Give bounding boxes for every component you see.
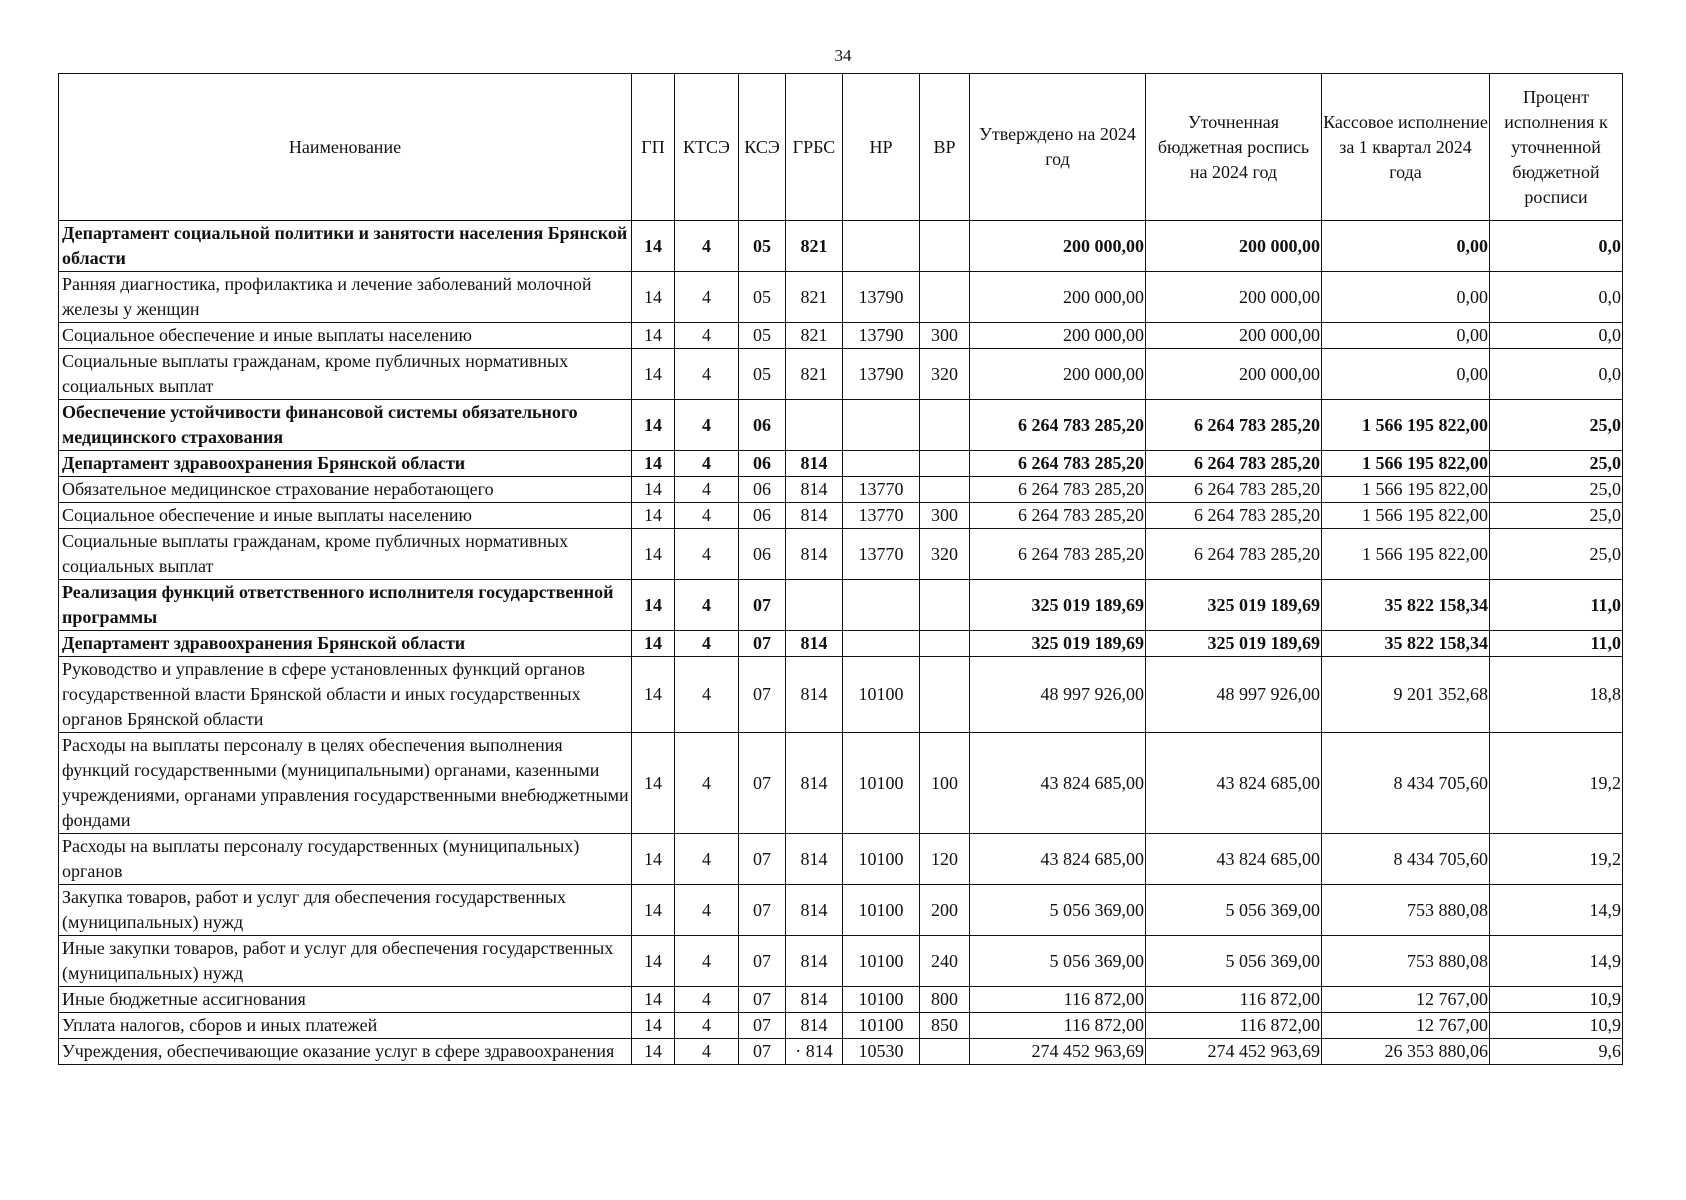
cell-gp: 14 bbox=[632, 349, 675, 400]
cell-vr: 100 bbox=[920, 733, 970, 834]
table-row bbox=[59, 834, 1623, 885]
header-name: Наименование bbox=[59, 74, 632, 221]
header-ktse: КТСЭ bbox=[675, 74, 739, 221]
cell-grbs: 814 bbox=[786, 529, 843, 580]
cell-percent: 0,0 bbox=[1490, 272, 1623, 323]
cell-cash: 1 566 195 822,00 bbox=[1322, 477, 1490, 503]
cell-refined: 274 452 963,69 bbox=[1146, 1039, 1322, 1065]
cell-gp: 14 bbox=[632, 834, 675, 885]
cell-name: Социальные выплаты гражданам, кроме публичных нормативных социальных выплат bbox=[59, 349, 632, 400]
cell-percent: 0,0 bbox=[1490, 349, 1623, 400]
cell-kse: 07 bbox=[739, 1039, 786, 1065]
cell-ktse: 4 bbox=[675, 1039, 739, 1065]
cell-cash: 8 434 705,60 bbox=[1322, 733, 1490, 834]
cell-approved: 200 000,00 bbox=[970, 323, 1146, 349]
cell-nr: 13790 bbox=[843, 272, 920, 323]
cell-grbs: 814 bbox=[786, 451, 843, 477]
cell-name: Учреждения, обеспечивающие оказание услуг в сфере здравоохранения bbox=[59, 1039, 632, 1065]
table-row bbox=[59, 272, 1623, 323]
cell-cash: 8 434 705,60 bbox=[1322, 834, 1490, 885]
table-row bbox=[59, 1013, 1623, 1039]
cell-nr: 10530 bbox=[843, 1039, 920, 1065]
cell-refined: 200 000,00 bbox=[1146, 349, 1322, 400]
cell-percent: 9,6 bbox=[1490, 1039, 1623, 1065]
cell-nr: 13790 bbox=[843, 349, 920, 400]
cell-name: Уплата налогов, сборов и иных платежей bbox=[59, 1013, 632, 1039]
cell-name: Социальное обеспечение и иные выплаты населению bbox=[59, 323, 632, 349]
cell-refined: 43 824 685,00 bbox=[1146, 834, 1322, 885]
cell-vr bbox=[920, 1039, 970, 1065]
cell-gp: 14 bbox=[632, 221, 675, 272]
cell-vr bbox=[920, 580, 970, 631]
table-row bbox=[59, 631, 1623, 657]
cell-ktse: 4 bbox=[675, 503, 739, 529]
table-row bbox=[59, 885, 1623, 936]
cell-gp: 14 bbox=[632, 451, 675, 477]
cell-name: Обязательное медицинское страхование неработающего bbox=[59, 477, 632, 503]
cell-kse: 05 bbox=[739, 221, 786, 272]
cell-cash: 12 767,00 bbox=[1322, 1013, 1490, 1039]
header-vr: ВР bbox=[920, 74, 970, 221]
cell-vr: 850 bbox=[920, 1013, 970, 1039]
cell-vr bbox=[920, 272, 970, 323]
cell-grbs: · 814 bbox=[786, 1039, 843, 1065]
header-nr: НР bbox=[843, 74, 920, 221]
cell-grbs bbox=[786, 400, 843, 451]
cell-refined: 200 000,00 bbox=[1146, 323, 1322, 349]
cell-name: Ранняя диагностика, профилактика и лечение заболеваний молочной железы у женщин bbox=[59, 272, 632, 323]
cell-nr: 10100 bbox=[843, 1013, 920, 1039]
cell-gp: 14 bbox=[632, 503, 675, 529]
cell-ktse: 4 bbox=[675, 834, 739, 885]
cell-vr bbox=[920, 221, 970, 272]
cell-gp: 14 bbox=[632, 1013, 675, 1039]
cell-cash: 9 201 352,68 bbox=[1322, 657, 1490, 733]
table-row bbox=[59, 477, 1623, 503]
cell-cash: 0,00 bbox=[1322, 272, 1490, 323]
cell-nr: 10100 bbox=[843, 733, 920, 834]
cell-kse: 07 bbox=[739, 733, 786, 834]
table-row bbox=[59, 657, 1623, 733]
cell-grbs: 814 bbox=[786, 733, 843, 834]
cell-name: Департамент здравоохранения Брянской области bbox=[59, 631, 632, 657]
cell-ktse: 4 bbox=[675, 529, 739, 580]
cell-approved: 6 264 783 285,20 bbox=[970, 477, 1146, 503]
cell-kse: 07 bbox=[739, 1013, 786, 1039]
cell-cash: 0,00 bbox=[1322, 221, 1490, 272]
cell-grbs: 821 bbox=[786, 221, 843, 272]
cell-ktse: 4 bbox=[675, 580, 739, 631]
cell-name: Реализация функций ответственного исполнителя государственной программы bbox=[59, 580, 632, 631]
cell-percent: 19,2 bbox=[1490, 733, 1623, 834]
cell-ktse: 4 bbox=[675, 451, 739, 477]
cell-percent: 11,0 bbox=[1490, 631, 1623, 657]
cell-approved: 48 997 926,00 bbox=[970, 657, 1146, 733]
cell-kse: 07 bbox=[739, 580, 786, 631]
cell-refined: 5 056 369,00 bbox=[1146, 936, 1322, 987]
cell-kse: 06 bbox=[739, 503, 786, 529]
cell-ktse: 4 bbox=[675, 987, 739, 1013]
cell-refined: 200 000,00 bbox=[1146, 221, 1322, 272]
cell-refined: 325 019 189,69 bbox=[1146, 631, 1322, 657]
cell-kse: 05 bbox=[739, 349, 786, 400]
cell-kse: 06 bbox=[739, 451, 786, 477]
cell-approved: 43 824 685,00 bbox=[970, 733, 1146, 834]
cell-grbs bbox=[786, 580, 843, 631]
cell-grbs: 821 bbox=[786, 349, 843, 400]
cell-grbs: 814 bbox=[786, 631, 843, 657]
cell-refined: 6 264 783 285,20 bbox=[1146, 400, 1322, 451]
cell-cash: 12 767,00 bbox=[1322, 987, 1490, 1013]
table-row bbox=[59, 529, 1623, 580]
cell-gp: 14 bbox=[632, 400, 675, 451]
cell-refined: 116 872,00 bbox=[1146, 1013, 1322, 1039]
cell-gp: 14 bbox=[632, 1039, 675, 1065]
page-number: 34 bbox=[834, 46, 852, 65]
cell-nr: 10100 bbox=[843, 834, 920, 885]
cell-approved: 5 056 369,00 bbox=[970, 936, 1146, 987]
cell-kse: 05 bbox=[739, 272, 786, 323]
table-row bbox=[59, 349, 1623, 400]
cell-refined: 43 824 685,00 bbox=[1146, 733, 1322, 834]
cell-ktse: 4 bbox=[675, 400, 739, 451]
cell-cash: 1 566 195 822,00 bbox=[1322, 529, 1490, 580]
table-row bbox=[59, 936, 1623, 987]
cell-vr bbox=[920, 451, 970, 477]
cell-approved: 6 264 783 285,20 bbox=[970, 503, 1146, 529]
header-percent: Процент исполнения к уточненной бюджетной росписи bbox=[1490, 74, 1623, 221]
cell-cash: 1 566 195 822,00 bbox=[1322, 400, 1490, 451]
cell-name: Социальное обеспечение и иные выплаты населению bbox=[59, 503, 632, 529]
cell-cash: 753 880,08 bbox=[1322, 885, 1490, 936]
cell-grbs: 814 bbox=[786, 834, 843, 885]
cell-approved: 116 872,00 bbox=[970, 987, 1146, 1013]
cell-nr: 10100 bbox=[843, 885, 920, 936]
cell-approved: 6 264 783 285,20 bbox=[970, 400, 1146, 451]
cell-grbs: 821 bbox=[786, 323, 843, 349]
cell-cash: 1 566 195 822,00 bbox=[1322, 503, 1490, 529]
cell-name: Социальные выплаты гражданам, кроме публичных нормативных социальных выплат bbox=[59, 529, 632, 580]
table-body bbox=[59, 221, 1623, 1065]
table-row bbox=[59, 987, 1623, 1013]
cell-vr bbox=[920, 657, 970, 733]
cell-approved: 6 264 783 285,20 bbox=[970, 451, 1146, 477]
cell-percent: 18,8 bbox=[1490, 657, 1623, 733]
cell-refined: 6 264 783 285,20 bbox=[1146, 529, 1322, 580]
header-gp: ГП bbox=[632, 74, 675, 221]
cell-kse: 06 bbox=[739, 477, 786, 503]
cell-nr: 13790 bbox=[843, 323, 920, 349]
cell-name: Расходы на выплаты персоналу в целях обеспечения выполнения функций государственными (муниципальными) органами, казенными учреждениями, органами управления государственными внебюджетными фондами bbox=[59, 733, 632, 834]
cell-kse: 07 bbox=[739, 834, 786, 885]
cell-ktse: 4 bbox=[675, 349, 739, 400]
cell-nr bbox=[843, 221, 920, 272]
cell-approved: 274 452 963,69 bbox=[970, 1039, 1146, 1065]
cell-kse: 07 bbox=[739, 936, 786, 987]
cell-percent: 25,0 bbox=[1490, 451, 1623, 477]
cell-vr: 300 bbox=[920, 503, 970, 529]
cell-name: Расходы на выплаты персоналу государственных (муниципальных) органов bbox=[59, 834, 632, 885]
cell-ktse: 4 bbox=[675, 657, 739, 733]
cell-vr: 320 bbox=[920, 349, 970, 400]
table-row bbox=[59, 400, 1623, 451]
table-row bbox=[59, 451, 1623, 477]
cell-refined: 48 997 926,00 bbox=[1146, 657, 1322, 733]
cell-ktse: 4 bbox=[675, 631, 739, 657]
cell-name: Иные закупки товаров, работ и услуг для обеспечения государственных (муниципальных) нужд bbox=[59, 936, 632, 987]
header-kse: КСЭ bbox=[739, 74, 786, 221]
table-row bbox=[59, 580, 1623, 631]
cell-refined: 6 264 783 285,20 bbox=[1146, 451, 1322, 477]
header-grbs: ГРБС bbox=[786, 74, 843, 221]
cell-kse: 06 bbox=[739, 529, 786, 580]
cell-approved: 325 019 189,69 bbox=[970, 631, 1146, 657]
cell-name: Департамент социальной политики и занятости населения Брянской области bbox=[59, 221, 632, 272]
cell-nr: 13770 bbox=[843, 477, 920, 503]
cell-approved: 5 056 369,00 bbox=[970, 885, 1146, 936]
cell-vr bbox=[920, 477, 970, 503]
header-refined: Уточненная бюджетная роспись на 2024 год bbox=[1146, 74, 1322, 221]
cell-nr: 13770 bbox=[843, 529, 920, 580]
cell-grbs: 814 bbox=[786, 1013, 843, 1039]
cell-approved: 200 000,00 bbox=[970, 221, 1146, 272]
cell-percent: 25,0 bbox=[1490, 503, 1623, 529]
cell-kse: 07 bbox=[739, 987, 786, 1013]
cell-refined: 116 872,00 bbox=[1146, 987, 1322, 1013]
cell-nr: 10100 bbox=[843, 936, 920, 987]
cell-percent: 25,0 bbox=[1490, 400, 1623, 451]
cell-kse: 05 bbox=[739, 323, 786, 349]
cell-percent: 10,9 bbox=[1490, 1013, 1623, 1039]
cell-vr: 200 bbox=[920, 885, 970, 936]
cell-refined: 325 019 189,69 bbox=[1146, 580, 1322, 631]
budget-table bbox=[58, 73, 1623, 1065]
cell-ktse: 4 bbox=[675, 885, 739, 936]
cell-approved: 200 000,00 bbox=[970, 272, 1146, 323]
cell-gp: 14 bbox=[632, 272, 675, 323]
cell-nr bbox=[843, 580, 920, 631]
header-approved: Утверждено на 2024 год bbox=[970, 74, 1146, 221]
cell-percent: 10,9 bbox=[1490, 987, 1623, 1013]
cell-gp: 14 bbox=[632, 885, 675, 936]
cell-nr: 10100 bbox=[843, 987, 920, 1013]
cell-nr bbox=[843, 451, 920, 477]
cell-gp: 14 bbox=[632, 987, 675, 1013]
cell-vr bbox=[920, 400, 970, 451]
cell-ktse: 4 bbox=[675, 323, 739, 349]
cell-name: Иные бюджетные ассигнования bbox=[59, 987, 632, 1013]
cell-grbs: 814 bbox=[786, 657, 843, 733]
cell-cash: 26 353 880,06 bbox=[1322, 1039, 1490, 1065]
cell-kse: 07 bbox=[739, 631, 786, 657]
cell-percent: 25,0 bbox=[1490, 477, 1623, 503]
cell-percent: 25,0 bbox=[1490, 529, 1623, 580]
cell-grbs: 814 bbox=[786, 885, 843, 936]
cell-percent: 0,0 bbox=[1490, 323, 1623, 349]
cell-grbs: 814 bbox=[786, 503, 843, 529]
cell-nr bbox=[843, 631, 920, 657]
cell-ktse: 4 bbox=[675, 477, 739, 503]
cell-vr bbox=[920, 631, 970, 657]
cell-approved: 325 019 189,69 bbox=[970, 580, 1146, 631]
cell-percent: 11,0 bbox=[1490, 580, 1623, 631]
cell-grbs: 814 bbox=[786, 936, 843, 987]
cell-cash: 0,00 bbox=[1322, 323, 1490, 349]
cell-vr: 800 bbox=[920, 987, 970, 1013]
cell-percent: 14,9 bbox=[1490, 885, 1623, 936]
cell-gp: 14 bbox=[632, 529, 675, 580]
cell-cash: 1 566 195 822,00 bbox=[1322, 451, 1490, 477]
cell-gp: 14 bbox=[632, 733, 675, 834]
cell-gp: 14 bbox=[632, 936, 675, 987]
cell-ktse: 4 bbox=[675, 936, 739, 987]
cell-percent: 19,2 bbox=[1490, 834, 1623, 885]
table-row bbox=[59, 1039, 1623, 1065]
cell-ktse: 4 bbox=[675, 733, 739, 834]
cell-grbs: 814 bbox=[786, 987, 843, 1013]
cell-cash: 0,00 bbox=[1322, 349, 1490, 400]
cell-grbs: 821 bbox=[786, 272, 843, 323]
table-row bbox=[59, 733, 1623, 834]
cell-gp: 14 bbox=[632, 323, 675, 349]
cell-kse: 07 bbox=[739, 657, 786, 733]
cell-name: Руководство и управление в сфере установленных функций органов государственной власти Брянской области и иных государственных органов Брянской области bbox=[59, 657, 632, 733]
cell-percent: 0,0 bbox=[1490, 221, 1623, 272]
cell-gp: 14 bbox=[632, 477, 675, 503]
cell-gp: 14 bbox=[632, 657, 675, 733]
cell-gp: 14 bbox=[632, 631, 675, 657]
cell-vr: 120 bbox=[920, 834, 970, 885]
cell-refined: 5 056 369,00 bbox=[1146, 885, 1322, 936]
cell-vr: 300 bbox=[920, 323, 970, 349]
cell-nr: 10100 bbox=[843, 657, 920, 733]
header-cash: Кассовое исполнение за 1 квартал 2024 года bbox=[1322, 74, 1490, 221]
cell-cash: 753 880,08 bbox=[1322, 936, 1490, 987]
cell-name: Закупка товаров, работ и услуг для обеспечения государственных (муниципальных) нужд bbox=[59, 885, 632, 936]
cell-refined: 6 264 783 285,20 bbox=[1146, 503, 1322, 529]
cell-name: Обеспечение устойчивости финансовой системы обязательного медицинского страхования bbox=[59, 400, 632, 451]
cell-approved: 6 264 783 285,20 bbox=[970, 529, 1146, 580]
cell-ktse: 4 bbox=[675, 1013, 739, 1039]
table-row bbox=[59, 323, 1623, 349]
cell-vr: 320 bbox=[920, 529, 970, 580]
cell-nr bbox=[843, 400, 920, 451]
table-row bbox=[59, 503, 1623, 529]
cell-vr: 240 bbox=[920, 936, 970, 987]
cell-approved: 43 824 685,00 bbox=[970, 834, 1146, 885]
table-row bbox=[59, 221, 1623, 272]
cell-approved: 200 000,00 bbox=[970, 349, 1146, 400]
cell-kse: 06 bbox=[739, 400, 786, 451]
cell-ktse: 4 bbox=[675, 272, 739, 323]
cell-refined: 6 264 783 285,20 bbox=[1146, 477, 1322, 503]
table-header-row bbox=[59, 74, 1623, 221]
cell-name: Департамент здравоохранения Брянской области bbox=[59, 451, 632, 477]
cell-percent: 14,9 bbox=[1490, 936, 1623, 987]
cell-cash: 35 822 158,34 bbox=[1322, 631, 1490, 657]
cell-gp: 14 bbox=[632, 580, 675, 631]
cell-refined: 200 000,00 bbox=[1146, 272, 1322, 323]
cell-cash: 35 822 158,34 bbox=[1322, 580, 1490, 631]
cell-ktse: 4 bbox=[675, 221, 739, 272]
cell-approved: 116 872,00 bbox=[970, 1013, 1146, 1039]
cell-kse: 07 bbox=[739, 885, 786, 936]
cell-nr: 13770 bbox=[843, 503, 920, 529]
cell-grbs: 814 bbox=[786, 477, 843, 503]
